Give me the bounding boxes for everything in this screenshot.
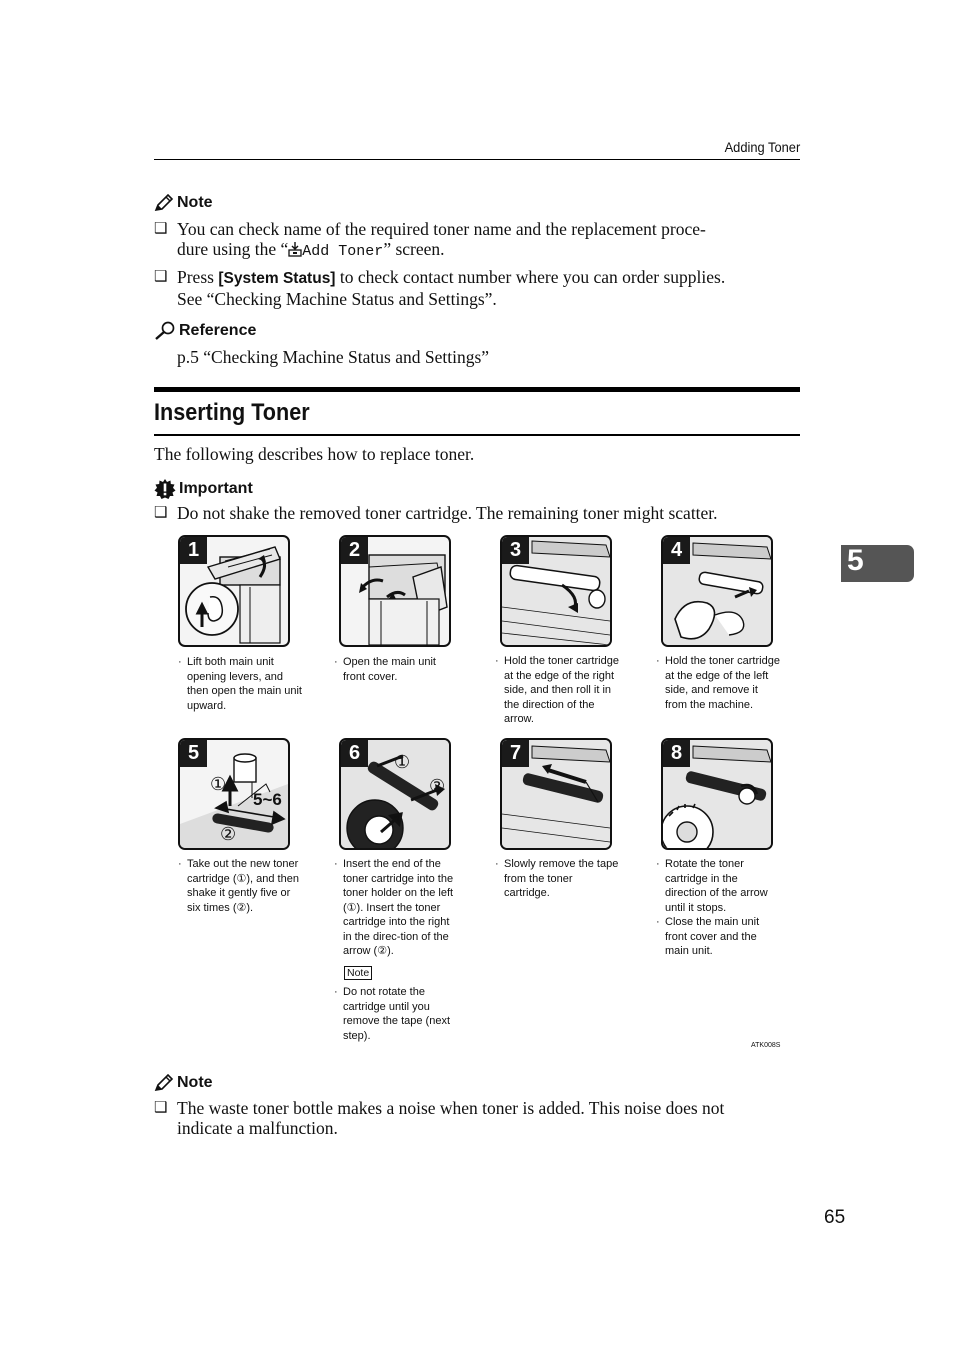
note-item bbox=[154, 267, 804, 309]
note-item-line: The waste toner bottle makes a noise when toner is added. This noise does not bbox=[177, 1098, 725, 1118]
note-item-line: See “Checking Machine Status and Settings”. bbox=[177, 289, 497, 309]
important-item bbox=[154, 503, 804, 523]
step-4-illustration bbox=[661, 535, 773, 647]
note-item bbox=[154, 219, 804, 262]
step-6-note bbox=[334, 985, 459, 1043]
note-heading-label: Note bbox=[177, 1074, 213, 1091]
step-8-caption-item: · Rotate the toner cartridge in the direction of the arrow until it stops. bbox=[656, 857, 781, 915]
step-2-illustration bbox=[339, 535, 451, 647]
step-8-caption-item: · Close the main unit front cover and the main unit. bbox=[656, 915, 781, 959]
step-6-number: 6 bbox=[341, 740, 368, 767]
step-6-illustration bbox=[339, 738, 451, 850]
step-1-caption bbox=[178, 655, 303, 713]
important-heading-label: Important bbox=[179, 480, 253, 497]
text-fragment: Press bbox=[177, 267, 219, 287]
step-7-caption-item: · Slowly remove the tape from the toner cartridge. bbox=[495, 857, 620, 901]
note-item-line: You can check name of the required toner name and the replacement proce- bbox=[177, 219, 706, 239]
step-5-number: 5 bbox=[180, 740, 207, 767]
circled-one-label: ① bbox=[210, 774, 227, 794]
note-item bbox=[154, 1098, 804, 1138]
step-4-caption bbox=[656, 654, 781, 712]
step-6-caption bbox=[334, 857, 459, 959]
section-intro: The following describes how to replace toner. bbox=[154, 444, 475, 464]
text-fragment: dure using the “ bbox=[177, 239, 289, 259]
step-1-illustration bbox=[178, 535, 290, 647]
step-4-caption-item: · Hold the toner cartridge at the edge of the left side, and remove it from the machine. bbox=[656, 654, 781, 712]
text-fragment: ” screen. bbox=[383, 239, 445, 259]
step-5-caption bbox=[178, 857, 303, 915]
step-2-number: 2 bbox=[341, 537, 368, 564]
step-2-caption-item: · Open the main unit front cover. bbox=[334, 655, 459, 684]
note-item-text bbox=[177, 1098, 724, 1138]
page-number: 65 bbox=[824, 1207, 846, 1228]
step-5-illustration bbox=[178, 738, 290, 850]
step-8-number: 8 bbox=[663, 740, 690, 767]
pencil-icon bbox=[154, 1074, 174, 1092]
step-1-caption-item: · Lift both main unit opening levers, and then open the main unit upward. bbox=[178, 655, 303, 713]
step-7-number: 7 bbox=[502, 740, 529, 767]
step-3-illustration bbox=[500, 535, 612, 647]
artwork-code: ATK008S bbox=[751, 1042, 781, 1049]
section-title-rule bbox=[154, 434, 800, 436]
important-heading bbox=[154, 478, 253, 500]
note-item-line: indicate a malfunction. bbox=[177, 1118, 338, 1138]
add-toner-screen-name: Add Toner bbox=[302, 243, 384, 260]
important-text: Do not shake the removed toner cartridge. The remaining toner might scatter. bbox=[177, 503, 718, 523]
checkbox-icon: ❑ bbox=[154, 1100, 168, 1116]
checkbox-icon: ❑ bbox=[154, 221, 168, 237]
section-title-bar bbox=[154, 387, 800, 392]
step-7-caption bbox=[495, 857, 620, 901]
reference-text: p.5 “Checking Machine Status and Settings” bbox=[177, 347, 490, 367]
note-item-line bbox=[177, 267, 725, 289]
step-3-caption bbox=[495, 654, 620, 727]
circled-two-label: ② bbox=[220, 824, 237, 844]
circled-one-label: ① bbox=[394, 752, 411, 772]
magnifier-icon bbox=[154, 321, 176, 341]
header-rule bbox=[154, 159, 800, 160]
checkbox-icon: ❑ bbox=[154, 269, 168, 285]
step-8-illustration bbox=[661, 738, 773, 850]
circled-two-label: ② bbox=[429, 776, 446, 796]
step-3-caption-item: · Hold the toner cartridge at the edge of the right side, and then roll it in the direction of the arrow. bbox=[495, 654, 620, 727]
reference-heading bbox=[154, 321, 256, 341]
pencil-icon bbox=[154, 194, 174, 212]
note-heading-label: Note bbox=[177, 194, 213, 211]
important-icon bbox=[154, 478, 176, 500]
note-item-text bbox=[177, 219, 706, 262]
shake-count-label: 5~6 bbox=[253, 790, 282, 809]
step-7-illustration bbox=[500, 738, 612, 850]
note-heading bbox=[154, 1074, 213, 1092]
step-6-note-label: Note bbox=[344, 966, 372, 980]
note-heading bbox=[154, 194, 213, 212]
step-5-caption-item: · Take out the new toner cartridge (①), and then shake it gently five or six times (②). bbox=[178, 857, 303, 915]
note-item-text bbox=[177, 267, 725, 309]
toner-screen-icon bbox=[288, 241, 302, 257]
note-item-line bbox=[177, 239, 706, 262]
running-header: Adding Toner bbox=[724, 139, 800, 155]
step-1-number: 1 bbox=[180, 537, 207, 564]
step-8-caption bbox=[656, 857, 781, 959]
step-6-note-item: · Do not rotate the cartridge until you remove the tape (next step). bbox=[334, 985, 459, 1043]
system-status-key: [System Status] bbox=[218, 270, 336, 287]
text-fragment: to check contact number where you can order supplies. bbox=[335, 267, 726, 287]
step-3-number: 3 bbox=[502, 537, 529, 564]
chapter-number: 5 bbox=[847, 544, 864, 577]
checkbox-icon: ❑ bbox=[154, 505, 168, 521]
step-2-caption bbox=[334, 655, 459, 684]
reference-heading-label: Reference bbox=[179, 322, 257, 339]
step-6-caption-item: · Insert the end of the toner cartridge into the toner holder on the left (①). Insert the toner cartridge into the right in the direc-tion of the arrow (②). bbox=[334, 857, 459, 959]
step-4-number: 4 bbox=[663, 537, 690, 564]
section-title: Inserting Toner bbox=[154, 399, 310, 426]
